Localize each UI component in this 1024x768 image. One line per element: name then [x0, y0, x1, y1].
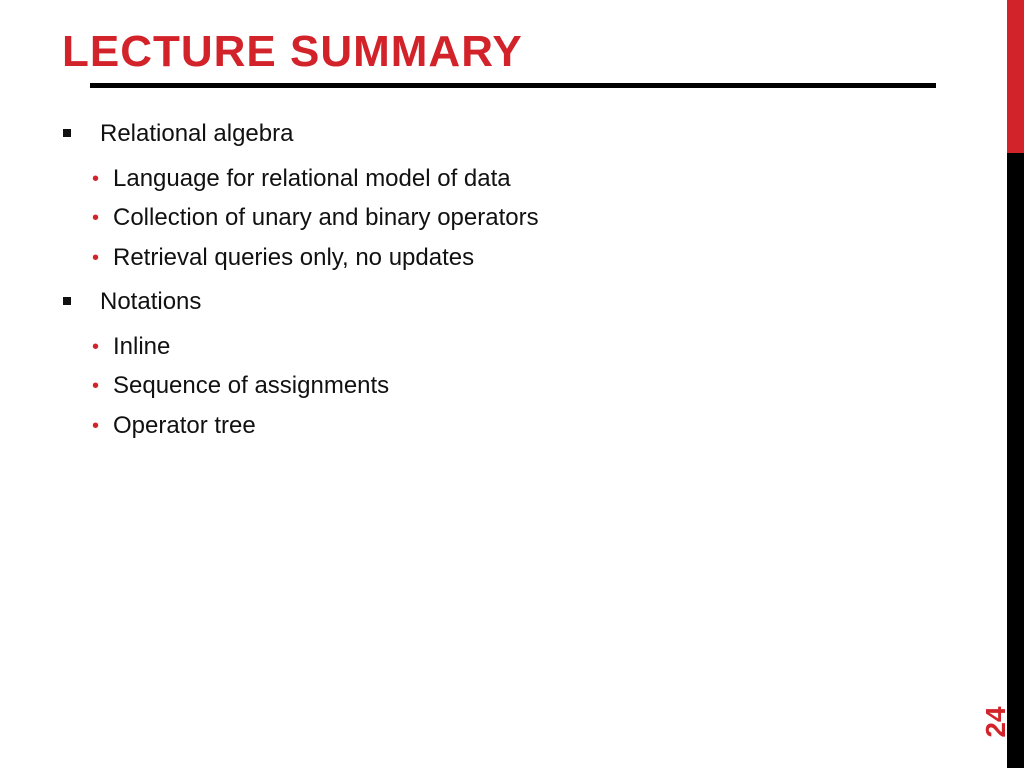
dot-bullet-icon: •: [92, 375, 100, 397]
square-bullet-icon: [63, 129, 71, 137]
sub-bullet-text: Language for relational model of data: [113, 165, 511, 192]
sub-bullet-text: Inline: [113, 333, 171, 360]
dot-bullet-icon: •: [92, 168, 100, 190]
sub-bullet-text: Retrieval queries only, no updates: [113, 244, 475, 271]
dot-bullet-icon: •: [92, 336, 100, 358]
side-accent-bar-red: [1007, 0, 1024, 153]
dot-bullet-icon: •: [92, 247, 100, 269]
bullet-text: Relational algebra: [100, 120, 294, 147]
dot-bullet-icon: •: [92, 207, 100, 229]
slide-title: LECTURE SUMMARY: [62, 27, 523, 76]
sub-bullet-text: Operator tree: [113, 412, 256, 439]
side-accent-bar-black: [1007, 153, 1024, 768]
square-bullet-icon: [63, 297, 71, 305]
sub-bullet-text: Collection of unary and binary operators: [113, 204, 539, 231]
slide-number: 24: [980, 706, 1011, 738]
sub-bullet-text: Sequence of assignments: [113, 372, 390, 399]
dot-bullet-icon: •: [92, 415, 100, 437]
bullet-text: Notations: [100, 288, 202, 315]
